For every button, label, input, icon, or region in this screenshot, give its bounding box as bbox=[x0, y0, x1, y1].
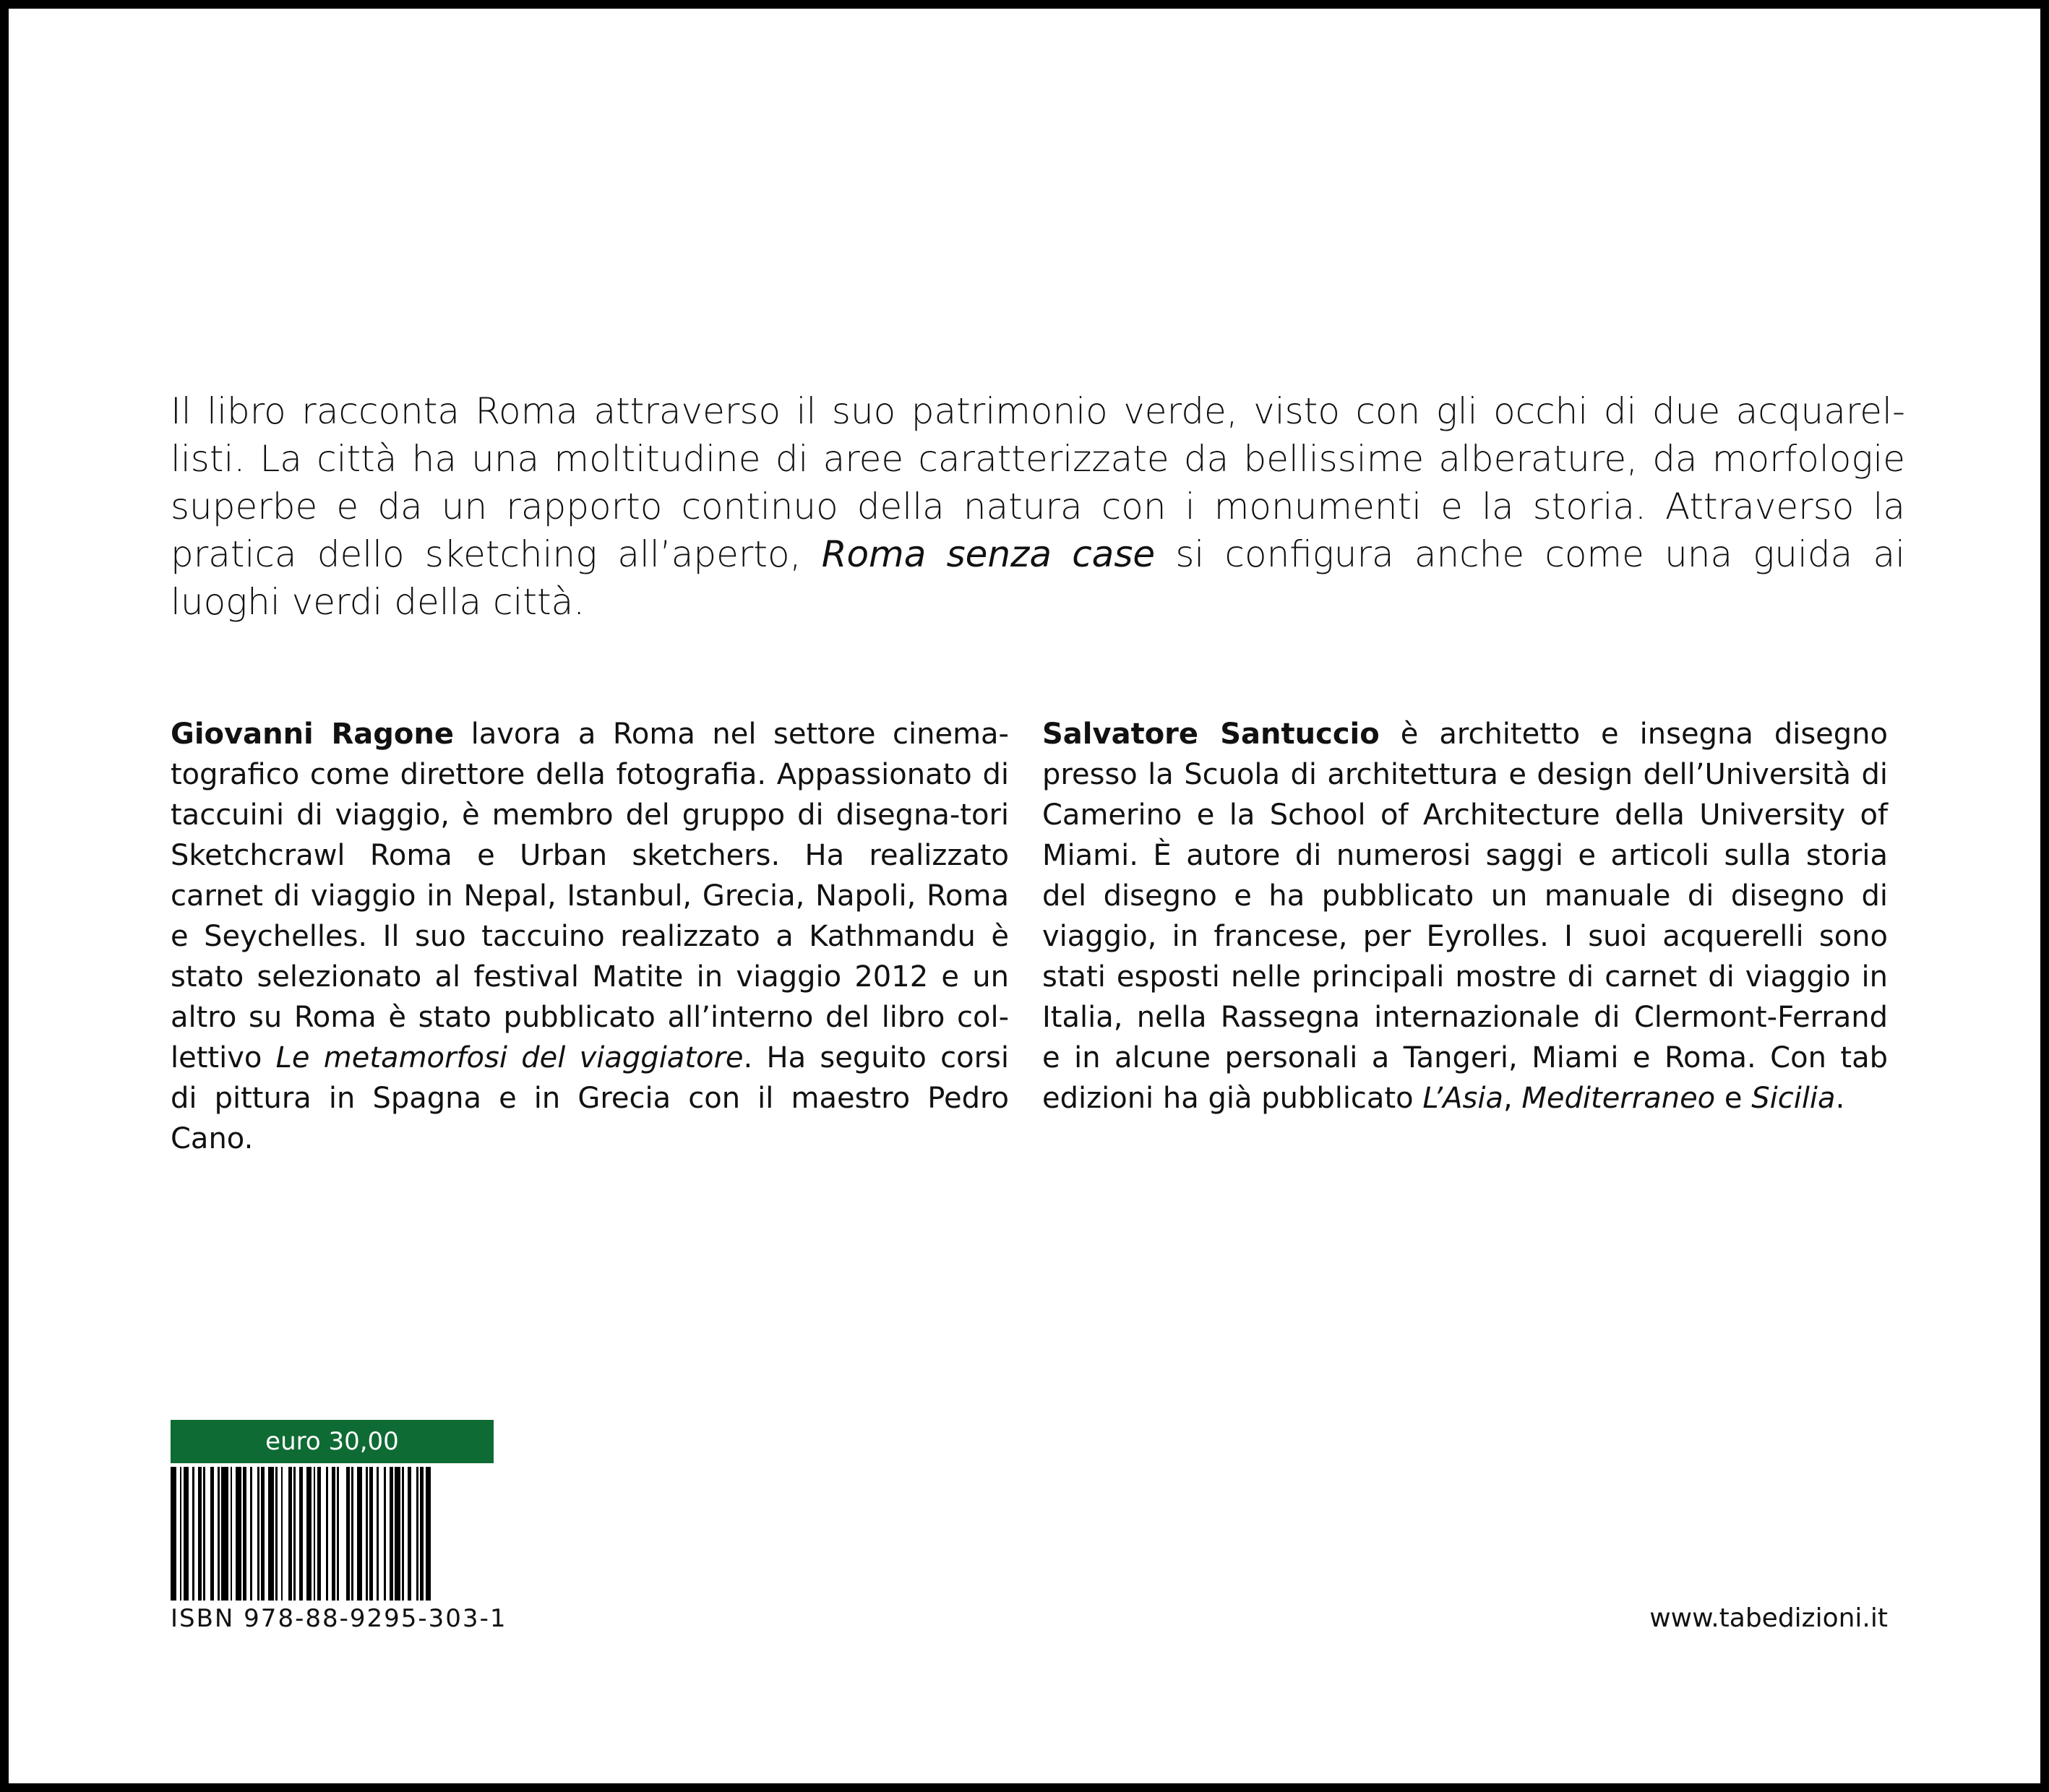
barcode-bar bbox=[236, 1467, 241, 1601]
barcode-bar bbox=[283, 1467, 288, 1601]
barcode-bar bbox=[357, 1467, 363, 1601]
bio-separator-1: , bbox=[1503, 1082, 1522, 1115]
bio-book-sicilia: Sicilia bbox=[1751, 1082, 1836, 1115]
barcode-bar bbox=[411, 1467, 417, 1601]
isbn-number: ISBN 978-88-9295-303-1 bbox=[171, 1604, 507, 1633]
bio-book-asia: L’Asia bbox=[1422, 1082, 1503, 1115]
barcode-bar bbox=[306, 1467, 312, 1601]
barcode-bar bbox=[379, 1467, 385, 1601]
back-cover bbox=[9, 9, 2040, 1783]
book-description bbox=[171, 387, 1905, 626]
barcode-bar bbox=[426, 1467, 431, 1601]
description-text-1: Il libro racconta Roma attraverso il suo patrimonio verde, visto con gli occhi di due acquarel-listi. La città ha una moltitudine di aree caratterizzate da bellissime alberature, da morfologie superbe e da un rapporto continuo della natura con i monumenti e la storia. Attraverso la pratica dello sketching all’aperto, bbox=[171, 390, 1905, 575]
barcode-bar bbox=[205, 1467, 211, 1601]
barcode-bar bbox=[171, 1467, 176, 1601]
barcode-bar bbox=[252, 1467, 258, 1601]
barcode-bar bbox=[321, 1467, 327, 1601]
price-label: euro 30,00 bbox=[171, 1420, 494, 1463]
barcode-bar bbox=[184, 1467, 189, 1601]
barcode-bar bbox=[221, 1467, 228, 1601]
bio-book-ragone: Le metamorfosi del viaggiatore bbox=[275, 1041, 744, 1074]
author-bio-ragone bbox=[171, 714, 1009, 1159]
barcode bbox=[171, 1467, 494, 1601]
barcode-bar bbox=[268, 1467, 274, 1601]
bio-text-ragone-2: . Ha seguito corsi di pittura in Spagna e in Grecia con il maestro Pedro Cano. bbox=[171, 1041, 1010, 1155]
barcode-bar bbox=[431, 1467, 434, 1601]
book-title: Roma senza case bbox=[821, 533, 1156, 575]
bio-text-santuccio-1: è architetto e insegna disegno presso la Scuola di architettura e design dell’Università di Camerino e la School of Architecture della University of Miami. È autore di numerosi saggi e articoli sulla storia del disegno e ha pubblicato un manuale di disegno di viaggio, in francese, per Eyrolles. I suoi acquerelli sono stati esposti nelle principali mostre di carnet di viaggio in Italia, nella Rassegna internazionale di Clermont-Ferrand e in alcune personali a Tangeri, Miami e Roma. Con tab edizioni ha già pubblicato bbox=[1042, 718, 1889, 1115]
bio-separator-2: e bbox=[1715, 1082, 1752, 1115]
bio-book-mediterraneo: Mediterraneo bbox=[1521, 1082, 1716, 1115]
bio-text-ragone-1: lavora a Roma nel settore cinema-tografico come direttore della fotografia. Appassionato di taccuini di viaggio, è membro del gruppo di disegna-tori Sketchcrawl Roma e Urban sketchers. Ha realizzato carnet di viaggio in Nepal, Istanbul, Grecia, Napoli, Roma e Seychelles. Il suo taccuino realizzato a Kathmandu è stato selezionato al festival Matite in viaggio 2012 e un altro su Roma è stato pubblicato all’interno del libro col-lettivo bbox=[171, 718, 1009, 1074]
barcode-bar bbox=[339, 1467, 346, 1601]
publisher-website: www.tabedizioni.it bbox=[1649, 1603, 1888, 1633]
author-bio-santuccio bbox=[1042, 714, 1888, 1119]
bio-end: . bbox=[1835, 1082, 1845, 1115]
description-text-2: si configura anche come una guida ai luoghi verdi della città. bbox=[171, 533, 1906, 623]
barcode-bar bbox=[395, 1467, 400, 1601]
author-name-ragone: Giovanni Ragone bbox=[171, 718, 455, 751]
author-name-santuccio: Salvatore Santuccio bbox=[1042, 718, 1380, 751]
